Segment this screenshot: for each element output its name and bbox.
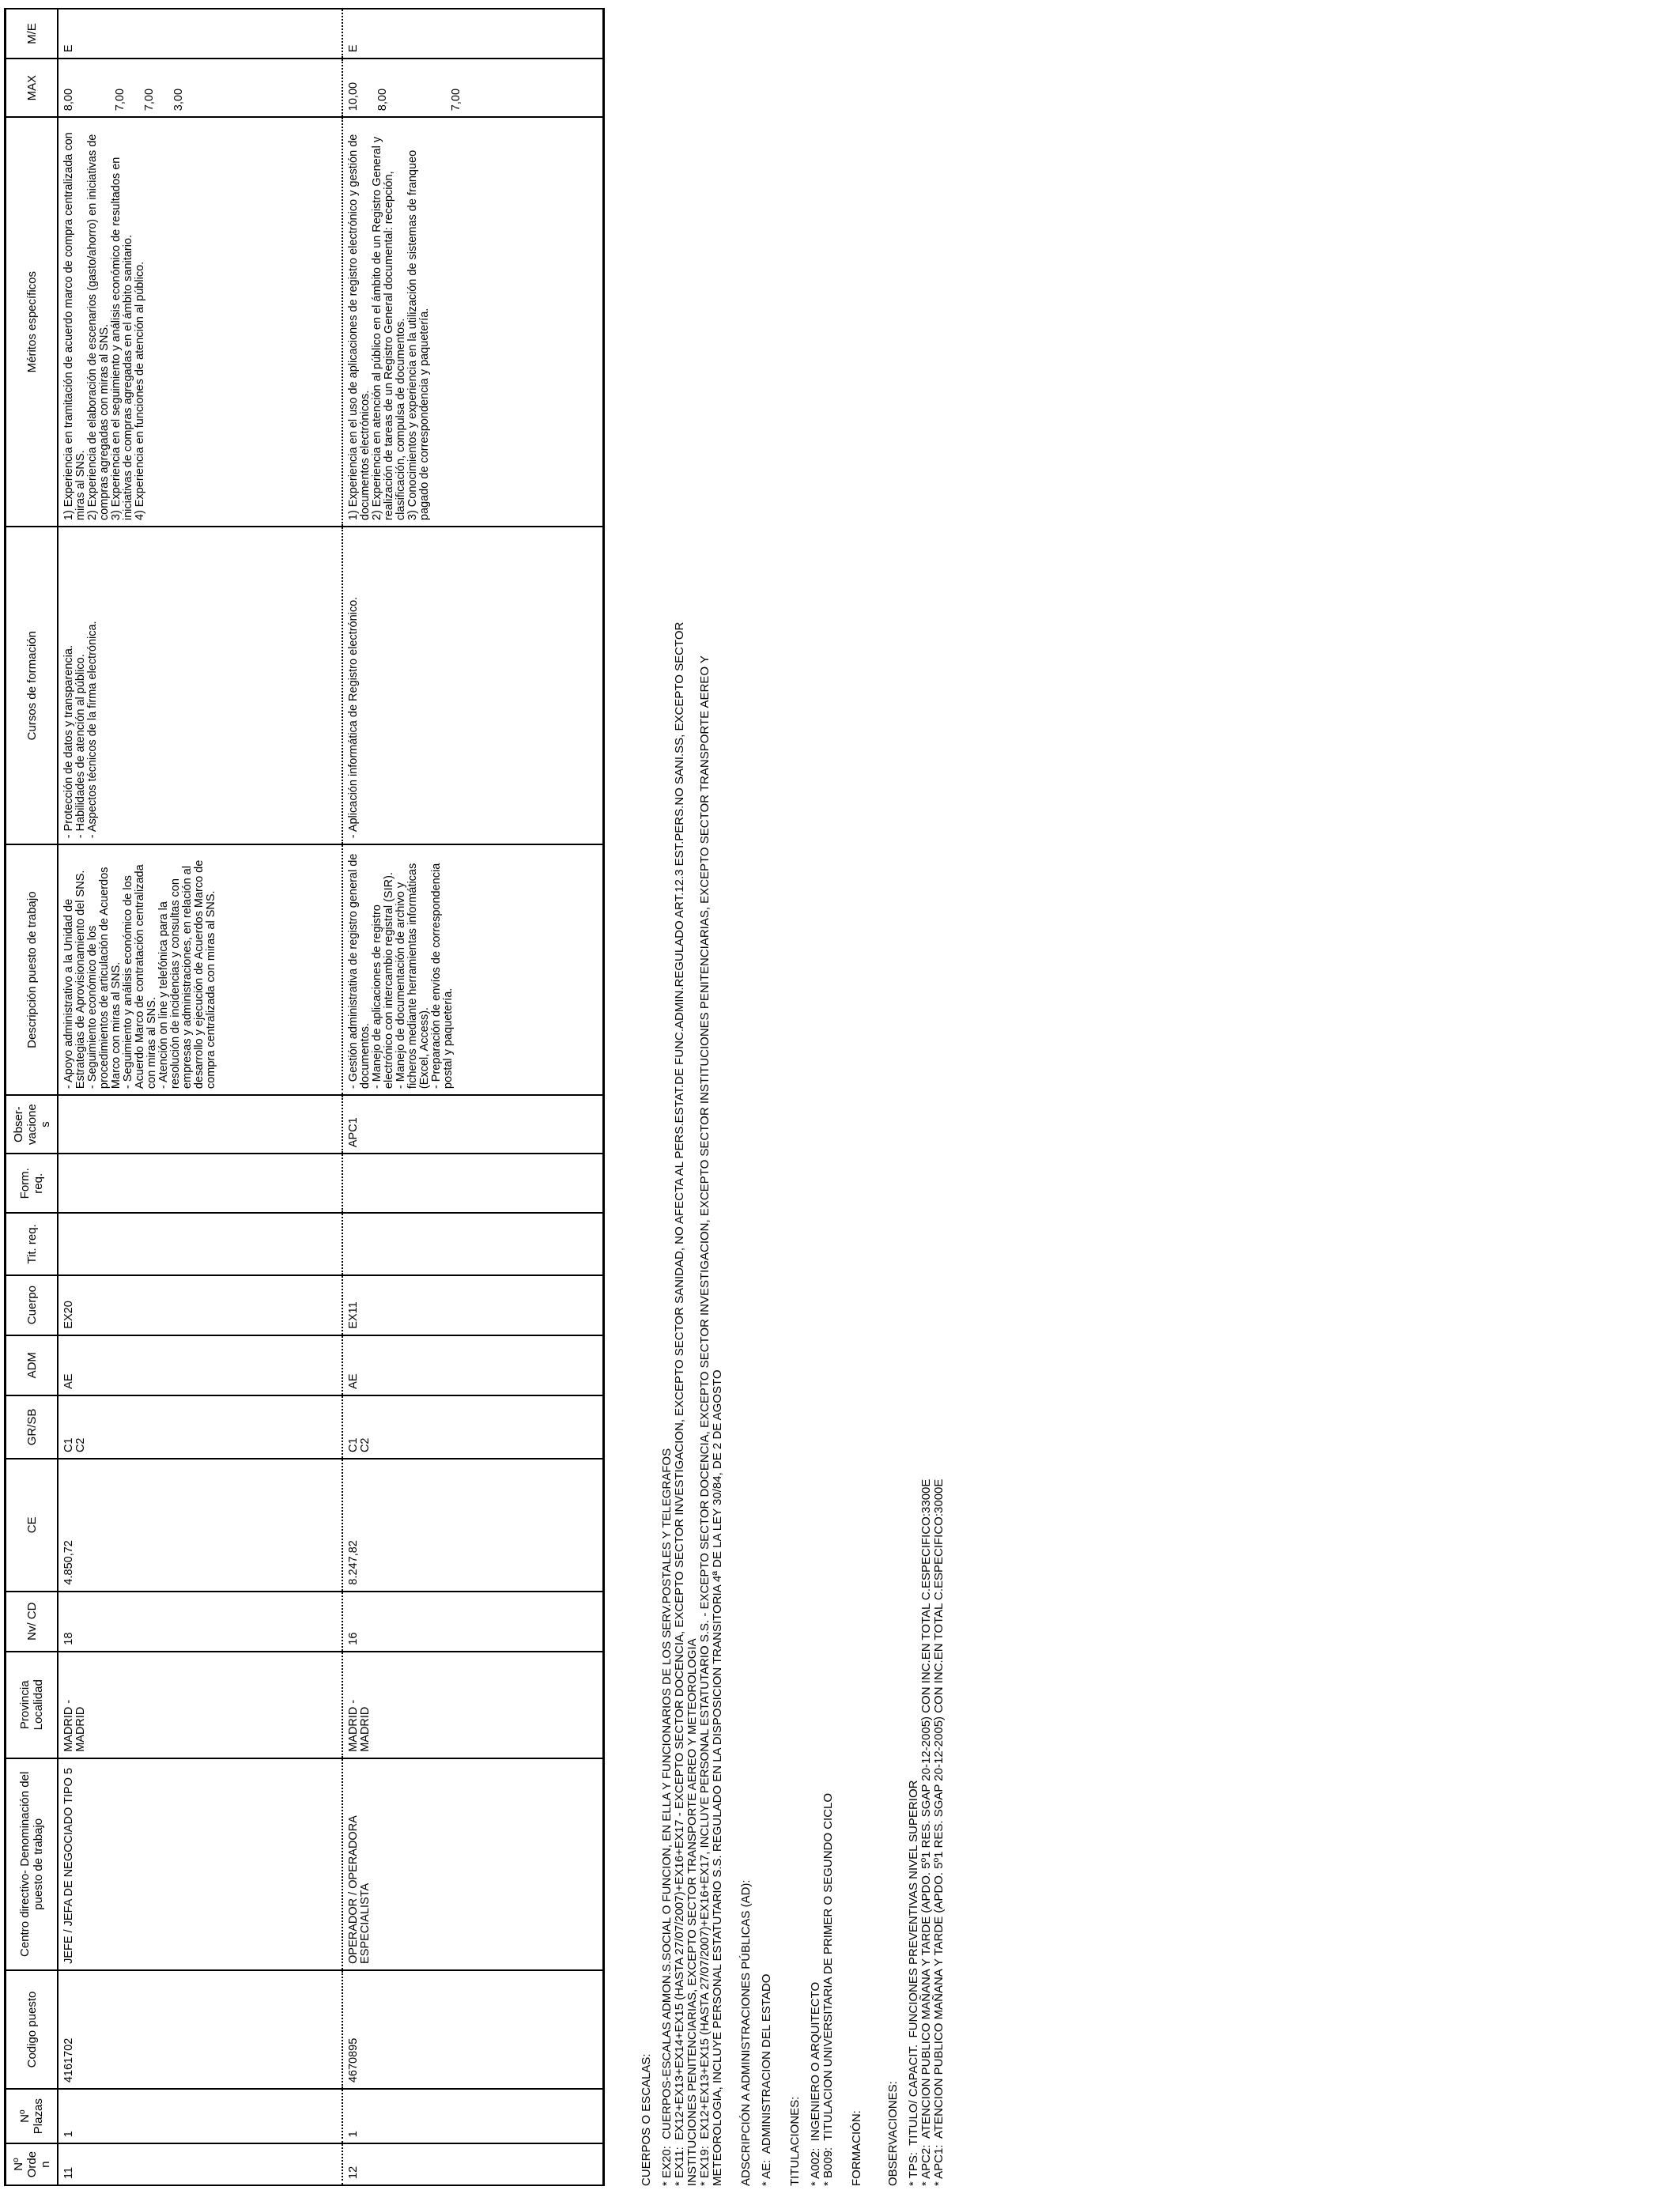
header-meritos: Méritos específicos bbox=[6, 117, 59, 527]
header-ce: CE bbox=[6, 1459, 59, 1592]
header-cursos: Cursos de formación bbox=[6, 527, 59, 844]
legend-line: * APC1: ATENCION PUBLICO MAÑANA Y TARDE (APDO. 5º1 RES. SGAP 20-12-2005) CON INC.EN TOTAL C.ESPECIFICO:3000E bbox=[932, 1478, 946, 2186]
cell-nivel: 16 bbox=[342, 1592, 604, 1652]
header-form: Form. req. bbox=[6, 1154, 59, 1213]
legend-line: INSTITUCIONES PENITENCIARIAS, EXCEPTO SECTOR TRANSPORTE AEREO Y METEOROLOGIA bbox=[685, 1638, 699, 2186]
header-orden: Nº Orden bbox=[6, 2143, 59, 2185]
titulaciones-title: TITULACIONES: bbox=[788, 2096, 802, 2186]
cell-meritos: 1) Experiencia en tramitación de acuerdo marco de compra centralizada con miras al SNS. 2) Experiencia de elaboración de escenarios (gasto/ahorro) en iniciativas de compras agregadas con miras al SNS. 3) Experiencia en el seguimiento y análisis económico de resultados en iniciativas de compras agregadas en el ámbito sanitario. 4) Experiencia en funciones de atención al público. bbox=[58, 117, 342, 527]
cuerpos-title: CUERPOS O ESCALAS: bbox=[640, 2053, 653, 2186]
cell-plazas: 1 bbox=[342, 2089, 604, 2143]
header-codigo: Codigo puesto bbox=[6, 1970, 59, 2089]
cell-adm: AE bbox=[58, 1335, 342, 1395]
cell-nivel: 18 bbox=[58, 1592, 342, 1652]
cell-orden: 11 bbox=[58, 2143, 342, 2185]
max-value: 8,00 bbox=[376, 88, 389, 111]
max-value: 3,00 bbox=[172, 88, 185, 111]
cell-provincia: MADRID - MADRID bbox=[58, 1652, 342, 1758]
header-max: MAX bbox=[6, 59, 59, 117]
max-value: 7,00 bbox=[143, 88, 156, 111]
header-provincia: Provincia Localidad bbox=[6, 1652, 59, 1758]
cell-tit bbox=[58, 1213, 342, 1274]
legend-line: * APC2: ATENCION PUBLICO MAÑANA Y TARDE (APDO. 5º1 RES. SGAP 20-12-2005) CON INC.EN TOTAL C.ESPECIFICO:3300E bbox=[919, 1478, 933, 2186]
header-descripcion: Descripción puesto de trabajo bbox=[6, 844, 59, 1095]
max-value: 7,00 bbox=[114, 88, 126, 111]
cell-form bbox=[342, 1154, 604, 1213]
cell-max bbox=[342, 59, 604, 117]
cell-grsb: C1 C2 bbox=[58, 1395, 342, 1459]
cell-provincia: MADRID - MADRID bbox=[342, 1652, 604, 1758]
cell-descripcion: - Apoyo administrativo a la Unidad de Estrategias de Aprovisionamiento del SNS. - Seguimiento económico de los procedimientos de articulación de Acuerdos Marco con miras al SNS. - Seguimiento y análisis económico de los Acuerdo Marco de contratación centralizada con miras al SNS. - Atención on line y telefónica para la resolución de incidencias y consultas con empresas y administraciones, en relación al desarrollo y ejecución de Acuerdos Marco de compra centralizada con miras al SNS. bbox=[58, 844, 342, 1095]
cell-cuerpo: EX11 bbox=[342, 1275, 604, 1335]
legend-line: * TPS: TITULO/ CAPACIT. FUNCIONES PREVENTIVAS NIVEL SUPERIOR bbox=[907, 1780, 920, 2186]
header-cuerpo: Cuerpo bbox=[6, 1275, 59, 1335]
max-value: 7,00 bbox=[450, 88, 462, 111]
header-plazas: Nº Plazas bbox=[6, 2089, 59, 2143]
cell-meritos: 1) Experiencia en el uso de aplicaciones de registro electrónico y gestión de documentos electrónicos. 2) Experiencia en atención al público en el ámbito de un Registro General y realización de tareas de un Registro General documental: recepción, clasificación, compulsa de documentos. 3) Conocimientos y experiencia en la utilización de sistemas de franqueo pagado de correspondencia y paquetería. bbox=[342, 117, 604, 527]
table-row bbox=[342, 9, 604, 2185]
cell-grsb: C1 C2 bbox=[342, 1395, 604, 1459]
cell-me: E bbox=[58, 9, 342, 59]
legend-line: * EX11: EX12+EX13+EX14+EX15 (HASTA 27/07/2007)+EX16+EX17 - EXCEPTO SECTOR DOCENCIA, EXCEPTO SECTOR INVESTIGACION, EXCEPTO SECTOR SANIDAD, NO AFECTA AL PERS.ESTAT.DE FUNC.ADMIN.REGULADO ART.12.3 EST.PERS.NO SANI.SS, EXCEPTO SECTOR bbox=[673, 621, 686, 2186]
cell-orden: 12 bbox=[342, 2143, 604, 2185]
cell-plazas: 1 bbox=[58, 2089, 342, 2143]
cell-ce: 8.247,82 bbox=[342, 1459, 604, 1592]
header-tit: Tit. req. bbox=[6, 1213, 59, 1274]
cell-form bbox=[58, 1154, 342, 1213]
cell-max bbox=[58, 59, 342, 117]
cell-cuerpo: EX20 bbox=[58, 1275, 342, 1335]
cell-centro: OPERADOR / OPERADORA ESPECIALISTA bbox=[342, 1758, 604, 1970]
header-me: M/E bbox=[6, 9, 59, 59]
table-row bbox=[58, 9, 342, 2185]
cell-cursos: - Aplicación informática de Registro electrónico. bbox=[342, 527, 604, 844]
header-grsb: GR/SB bbox=[6, 1395, 59, 1459]
observaciones-title: OBSERVACIONES: bbox=[886, 2081, 900, 2186]
cell-tit bbox=[342, 1213, 604, 1274]
header-row bbox=[6, 9, 59, 2185]
legend bbox=[625, 20, 946, 2186]
max-value: 10,00 bbox=[347, 81, 360, 111]
formacion-title: FORMACIÓN: bbox=[850, 2110, 863, 2186]
legend-line: * B009: TITULACION UNIVERSITARIA DE PRIMER O SEGUNDO CICLO bbox=[821, 1792, 835, 2186]
cell-centro: JEFE / JEFA DE NEGOCIADO TIPO 5 bbox=[58, 1758, 342, 1970]
legend-line: * EX19: EX12+EX13+EX15 (HASTA 27/07/2007)+EX16+EX17, INCLUYE PERSONAL ESTATUTARIO S.S. - EXCEPTO SECTOR DOCENCIA, EXCEPTO SECTOR INVESTIGACION, EXCEPTO SECTOR INSTITUCIONES PENITENCIARIAS, EXCEPTO SECTOR TRANSPORTE AEREO Y bbox=[698, 655, 712, 2186]
positions-table bbox=[4, 8, 605, 2186]
cell-ce: 4.850,72 bbox=[58, 1459, 342, 1592]
cell-codigo: 4670895 bbox=[342, 1970, 604, 2089]
header-centro: Centro directivo- Denominación del puesto de trabajo bbox=[6, 1758, 59, 1970]
cell-adm: AE bbox=[342, 1335, 604, 1395]
legend-line: * AE: ADMINISTRACION DEL ESTADO bbox=[760, 1973, 773, 2186]
cell-descripcion: - Gestión administrativa de registro general de documentos. - Manejo de aplicaciones de registro electrónico con intercambio registral (SIR). - Manejo de documentación de archivo y ficheros mediante herramientas informáticas (Excel, Access). - Preparación de envíos de correspondencia postal y paquetería. bbox=[342, 844, 604, 1095]
legend-line: * A002: INGENIERO O ARQUITECTO bbox=[809, 1981, 822, 2186]
cell-codigo: 4161702 bbox=[58, 1970, 342, 2089]
max-value: 8,00 bbox=[62, 88, 75, 111]
legend-line: * EX20: CUERPOS-ESCALAS ADMON.S.SOCIAL O FUNCION, EN ELLA Y FUNCIONARIOS DE LOS SERV.POSTALES Y TELEGRAFOS bbox=[660, 1448, 674, 2186]
header-adm: ADM bbox=[6, 1335, 59, 1395]
cell-me: E bbox=[342, 9, 604, 59]
cell-cursos: - Protección de datos y transparencia. - Habilidades de atención al público. - Aspectos técnicos de la firma electrónica. bbox=[58, 527, 342, 844]
cell-obs: APC1 bbox=[342, 1095, 604, 1154]
legend-line: METEOROLOGIA, INCLUYE PERSONAL ESTATUTARIO S.S. REGULADO EN LA DISPOSICION TRANSITORIA 4ª DE LA LEY 30/84, DE 2 DE AGOSTO bbox=[711, 1369, 724, 2186]
cell-obs bbox=[58, 1095, 342, 1154]
adscripcion-title: ADSCRIPCIÓN A ADMINISTRACIONES PÚBLICAS (AD): bbox=[739, 1879, 753, 2186]
header-obs: Obser- vaciones bbox=[6, 1095, 59, 1154]
header-nivel: Nv/ CD bbox=[6, 1592, 59, 1652]
